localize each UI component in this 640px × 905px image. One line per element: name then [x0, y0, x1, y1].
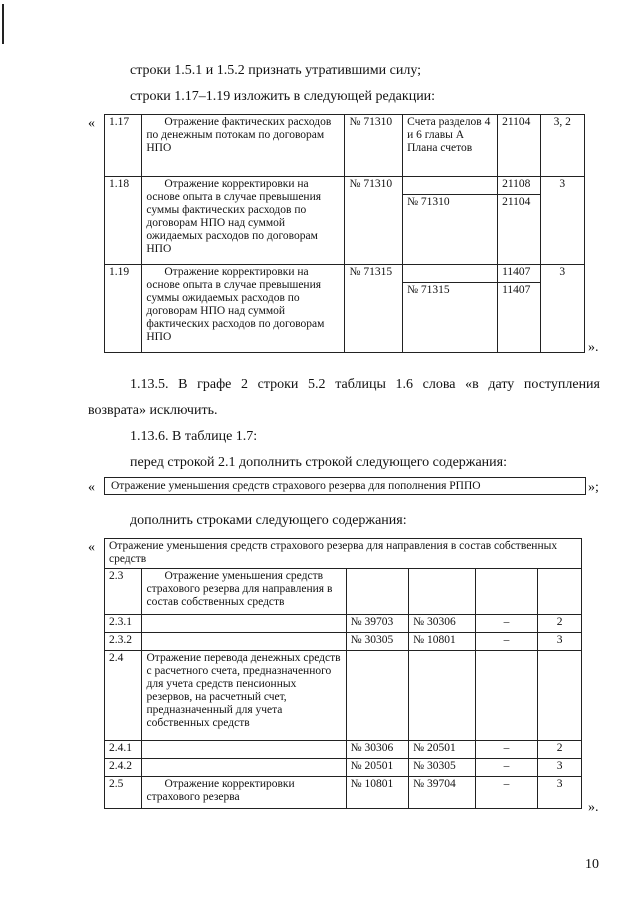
debit-account: № 20501 — [346, 759, 408, 777]
note-ref: 2 — [538, 741, 582, 759]
quote-close-1: ». — [588, 340, 599, 355]
row-text: Отражение корректировки на основе опыта в случае превышения суммы фактических расходов по договорам НПО над суммой ожидаемых расходов по договорам НПО — [142, 177, 345, 265]
note-ref — [538, 651, 582, 741]
debit-account: № 10801 — [346, 777, 408, 809]
table-row — [105, 177, 585, 195]
symbol-code: – — [475, 759, 537, 777]
row-number: 2.5 — [105, 777, 142, 809]
note-ref: 3 — [540, 265, 585, 353]
symbol-code: – — [475, 615, 537, 633]
para-1-13-5: 1.13.5. В графе 2 строки 5.2 таблицы 1.6 слова «в дату поступления — [130, 377, 600, 392]
para-before-2-1: перед строкой 2.1 дополнить строкой следующего содержания: — [130, 455, 507, 470]
table-row — [105, 777, 582, 809]
row-text: Отражение уменьшения средств страхового резерва для направления в состав собственных средств — [142, 569, 346, 615]
symbol-code: 21104 — [498, 195, 540, 265]
credit-account — [403, 177, 498, 195]
row-number: 1.17 — [105, 115, 142, 177]
quote-close-2: »; — [588, 480, 599, 495]
row-number: 2.4 — [105, 651, 142, 741]
para-lines-void: строки 1.5.1 и 1.5.2 признать утратившими силу; — [130, 63, 422, 78]
debit-account: № 30305 — [346, 633, 408, 651]
credit-account: № 30306 — [409, 615, 476, 633]
note-ref — [538, 569, 582, 615]
debit-account — [346, 651, 408, 741]
row-text — [142, 741, 346, 759]
row-text: Отражение корректировки на основе опыта в случае превышения суммы ожидаемых расходов по договорам НПО над суммой фактических расходов по договорам НПО — [142, 265, 345, 353]
table-row — [105, 615, 582, 633]
row-number: 1.18 — [105, 177, 142, 265]
row-text — [142, 615, 346, 633]
credit-account: № 39704 — [409, 777, 476, 809]
table-row — [105, 741, 582, 759]
row-number: 2.3 — [105, 569, 142, 615]
page-number: 10 — [585, 857, 599, 872]
symbol-code: 21108 — [498, 177, 540, 195]
row-number: 2.4.1 — [105, 741, 142, 759]
row-text: Отражение перевода денежных средств с расчетного счета, предназначенного для учета средств пенсионных резервов, на расчетный счет, предназначенный для учета собственных средств — [142, 651, 346, 741]
row-text: Отражение фактических расходов по денежным потокам по договорам НПО — [142, 115, 345, 177]
debit-account: № 71310 — [345, 177, 403, 265]
table-2 — [104, 538, 582, 809]
para-add-rows: дополнить строками следующего содержания: — [130, 513, 407, 528]
table-row — [105, 265, 585, 283]
debit-account: № 39703 — [346, 615, 408, 633]
credit-account: Счета разделов 4 и 6 главы А Плана счетов — [403, 115, 498, 177]
margin-bar — [2, 4, 4, 44]
note-ref: 3, 2 — [540, 115, 585, 177]
symbol-code — [475, 569, 537, 615]
quote-open-3: « — [88, 540, 95, 555]
credit-account — [409, 651, 476, 741]
quote-close-3: ». — [588, 800, 599, 815]
note-ref: 3 — [538, 777, 582, 809]
table-row — [105, 759, 582, 777]
row-number: 2.3.2 — [105, 633, 142, 651]
row-number: 1.19 — [105, 265, 142, 353]
table-row — [105, 569, 582, 615]
row-text: Отражение корректировки страхового резерва — [142, 777, 346, 809]
credit-account: № 20501 — [409, 741, 476, 759]
symbol-code — [475, 651, 537, 741]
row-text — [142, 633, 346, 651]
note-ref: 3 — [540, 177, 585, 265]
para-1-13-5-cont: возврата» исключить. — [88, 403, 218, 418]
debit-account: № 71315 — [345, 265, 403, 353]
table-row — [105, 633, 582, 651]
para-lines-new-edition: строки 1.17–1.19 изложить в следующей редакции: — [130, 89, 436, 104]
quote-open-2: « — [88, 480, 95, 495]
table-1 — [104, 114, 585, 353]
quote-open-1: « — [88, 116, 95, 131]
table-row — [105, 115, 585, 177]
debit-account: № 71310 — [345, 115, 403, 177]
debit-account — [346, 569, 408, 615]
credit-account: № 71310 — [403, 195, 498, 265]
row-text — [142, 759, 346, 777]
inserted-row-box: Отражение уменьшения средств страхового резерва для пополнения РППО — [104, 477, 586, 495]
credit-account — [409, 569, 476, 615]
symbol-code: 11407 — [498, 265, 540, 283]
para-1-13-6: 1.13.6. В таблице 1.7: — [130, 429, 258, 444]
symbol-code: – — [475, 741, 537, 759]
section-header: Отражение уменьшения средств страхового резерва для направления в состав собственных средств — [105, 539, 582, 569]
row-number: 2.4.2 — [105, 759, 142, 777]
row-number: 2.3.1 — [105, 615, 142, 633]
table-row — [105, 651, 582, 741]
credit-account: № 30305 — [409, 759, 476, 777]
credit-account: № 71315 — [403, 283, 498, 353]
symbol-code: – — [475, 777, 537, 809]
symbol-code: 11407 — [498, 283, 540, 353]
note-ref: 2 — [538, 615, 582, 633]
note-ref: 3 — [538, 759, 582, 777]
note-ref: 3 — [538, 633, 582, 651]
debit-account: № 30306 — [346, 741, 408, 759]
credit-account — [403, 265, 498, 283]
table-header-row — [105, 539, 582, 569]
credit-account: № 10801 — [409, 633, 476, 651]
symbol-code: 21104 — [498, 115, 540, 177]
symbol-code: – — [475, 633, 537, 651]
